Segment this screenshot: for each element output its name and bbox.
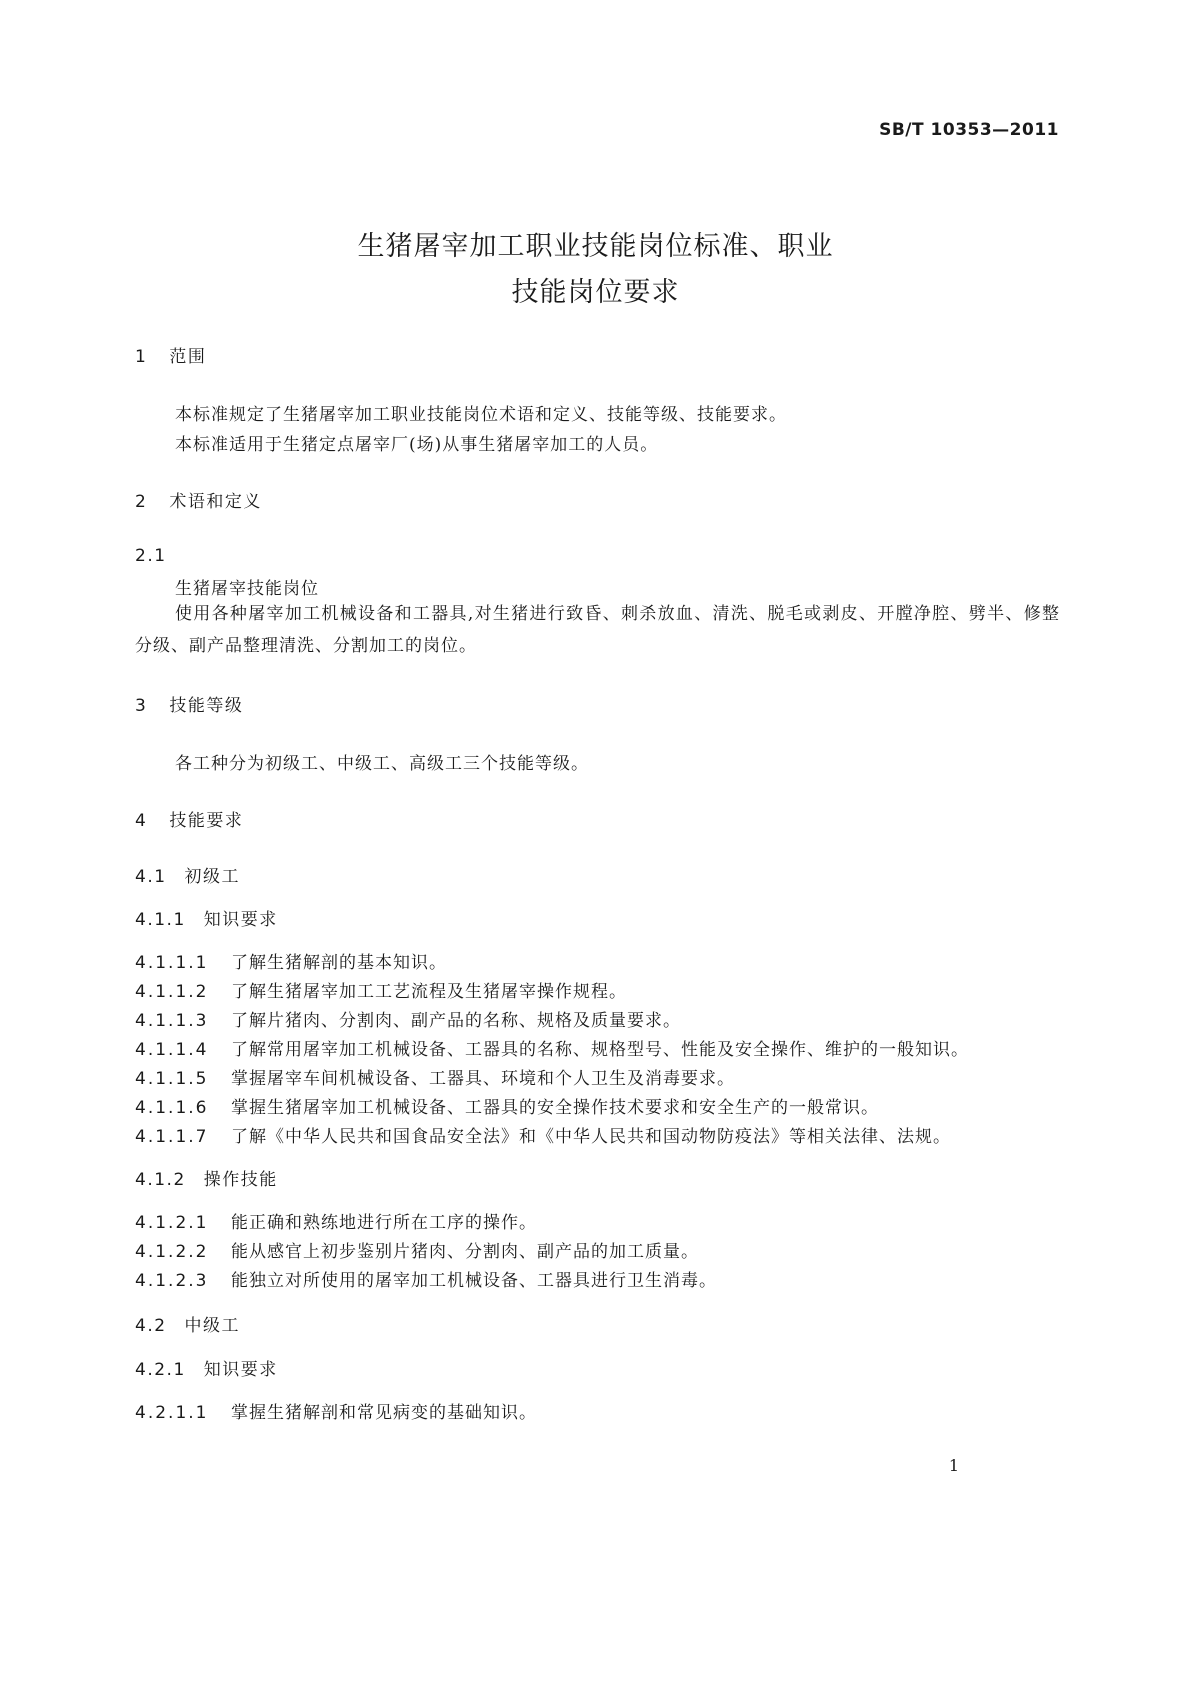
title-line-1: 生猪屠宰加工职业技能岗位标准、职业 bbox=[357, 231, 834, 262]
clause-2-1-number: 2.1 bbox=[135, 546, 167, 566]
list-item bbox=[135, 948, 447, 973]
item-number: 4.1.1.1 bbox=[135, 953, 209, 973]
clause-number: 4.2 bbox=[135, 1316, 167, 1336]
clause-title: 初级工 bbox=[184, 867, 241, 887]
document-title bbox=[0, 224, 1191, 316]
section-3-heading bbox=[135, 691, 243, 716]
item-number: 4.1.1.4 bbox=[135, 1040, 209, 1060]
item-text: 掌握生猪解剖和常见病变的基础知识。 bbox=[231, 1403, 537, 1423]
section-2-heading bbox=[135, 487, 262, 512]
item-text: 了解生猪解剖的基本知识。 bbox=[231, 953, 447, 973]
clause-4-2-1-heading bbox=[135, 1355, 278, 1380]
item-text: 掌握屠宰车间机械设备、工器具、环境和个人卫生及消毒要求。 bbox=[231, 1069, 735, 1089]
clause-number: 4.1.2 bbox=[135, 1170, 186, 1190]
list-item bbox=[135, 1122, 951, 1147]
section-4-heading bbox=[135, 806, 243, 831]
section-title: 技能等级 bbox=[169, 696, 244, 716]
clause-title: 知识要求 bbox=[203, 1360, 278, 1380]
term-definition: 使用各种屠宰加工机械设备和工器具,对生猪进行致昏、刺杀放血、清洗、脱毛或剥皮、开膛净腔、劈半、修整分级、副产品整理清洗、分割加工的岗位。 bbox=[135, 604, 1060, 656]
clause-number: 4.1 bbox=[135, 867, 167, 887]
page-number: 1 bbox=[948, 1456, 959, 1475]
item-text: 掌握生猪屠宰加工机械设备、工器具的安全操作技术要求和安全生产的一般常识。 bbox=[231, 1098, 879, 1118]
clause-title: 知识要求 bbox=[203, 910, 278, 930]
standard-code: SB/T 10353—2011 bbox=[879, 120, 1059, 140]
clause-title: 操作技能 bbox=[203, 1170, 278, 1190]
item-number: 4.1.1.5 bbox=[135, 1069, 209, 1089]
item-number: 4.1.2.3 bbox=[135, 1271, 209, 1291]
list-item bbox=[135, 1006, 681, 1031]
section-title: 范围 bbox=[169, 347, 207, 367]
item-number: 4.1.1.3 bbox=[135, 1011, 209, 1031]
list-item bbox=[135, 977, 627, 1002]
clause-4-1-1-heading bbox=[135, 905, 278, 930]
section-title: 技能要求 bbox=[169, 811, 244, 831]
list-item bbox=[135, 1208, 537, 1233]
item-number: 4.1.2.2 bbox=[135, 1242, 209, 1262]
item-number: 4.1.1.7 bbox=[135, 1127, 209, 1147]
section-1-paragraph-2: 本标准适用于生猪定点屠宰厂(场)从事生猪屠宰加工的人员。 bbox=[175, 435, 659, 455]
clause-4-2-heading bbox=[135, 1311, 240, 1336]
item-number: 4.1.2.1 bbox=[135, 1213, 209, 1233]
item-text: 了解《中华人民共和国食品安全法》和《中华人民共和国动物防疫法》等相关法律、法规。 bbox=[231, 1127, 951, 1147]
list-item bbox=[135, 1237, 699, 1262]
item-text: 能独立对所使用的屠宰加工机械设备、工器具进行卫生消毒。 bbox=[231, 1271, 717, 1291]
clause-number: 4.1.1 bbox=[135, 910, 186, 930]
item-text: 能正确和熟练地进行所在工序的操作。 bbox=[231, 1213, 537, 1233]
clause-4-1-2-heading bbox=[135, 1165, 278, 1190]
clause-title: 中级工 bbox=[184, 1316, 241, 1336]
list-item bbox=[135, 1035, 969, 1060]
section-number: 2 bbox=[135, 492, 148, 512]
clause-number: 4.2.1 bbox=[135, 1360, 186, 1380]
item-text: 了解片猪肉、分割肉、副产品的名称、规格及质量要求。 bbox=[231, 1011, 681, 1031]
section-title: 术语和定义 bbox=[169, 492, 262, 512]
item-text: 了解生猪屠宰加工工艺流程及生猪屠宰操作规程。 bbox=[231, 982, 627, 1002]
item-text: 能从感官上初步鉴别片猪肉、分割肉、副产品的加工质量。 bbox=[231, 1242, 699, 1262]
title-line-2: 技能岗位要求 bbox=[511, 277, 680, 308]
section-1-heading bbox=[135, 342, 206, 367]
list-item bbox=[135, 1398, 537, 1423]
section-number: 4 bbox=[135, 811, 148, 831]
section-number: 3 bbox=[135, 696, 148, 716]
section-1-paragraph-1: 本标准规定了生猪屠宰加工职业技能岗位术语和定义、技能等级、技能要求。 bbox=[175, 405, 787, 425]
section-3-paragraph: 各工种分为初级工、中级工、高级工三个技能等级。 bbox=[175, 754, 589, 774]
section-number: 1 bbox=[135, 347, 148, 367]
list-item bbox=[135, 1266, 717, 1291]
term-name: 生猪屠宰技能岗位 bbox=[175, 579, 319, 599]
item-text: 了解常用屠宰加工机械设备、工器具的名称、规格型号、性能及安全操作、维护的一般知识。 bbox=[231, 1040, 969, 1060]
item-number: 4.1.1.6 bbox=[135, 1098, 209, 1118]
item-number: 4.2.1.1 bbox=[135, 1403, 209, 1423]
clause-4-1-heading bbox=[135, 862, 240, 887]
list-item bbox=[135, 1064, 735, 1089]
item-number: 4.1.1.2 bbox=[135, 982, 209, 1002]
list-item bbox=[135, 1093, 879, 1118]
